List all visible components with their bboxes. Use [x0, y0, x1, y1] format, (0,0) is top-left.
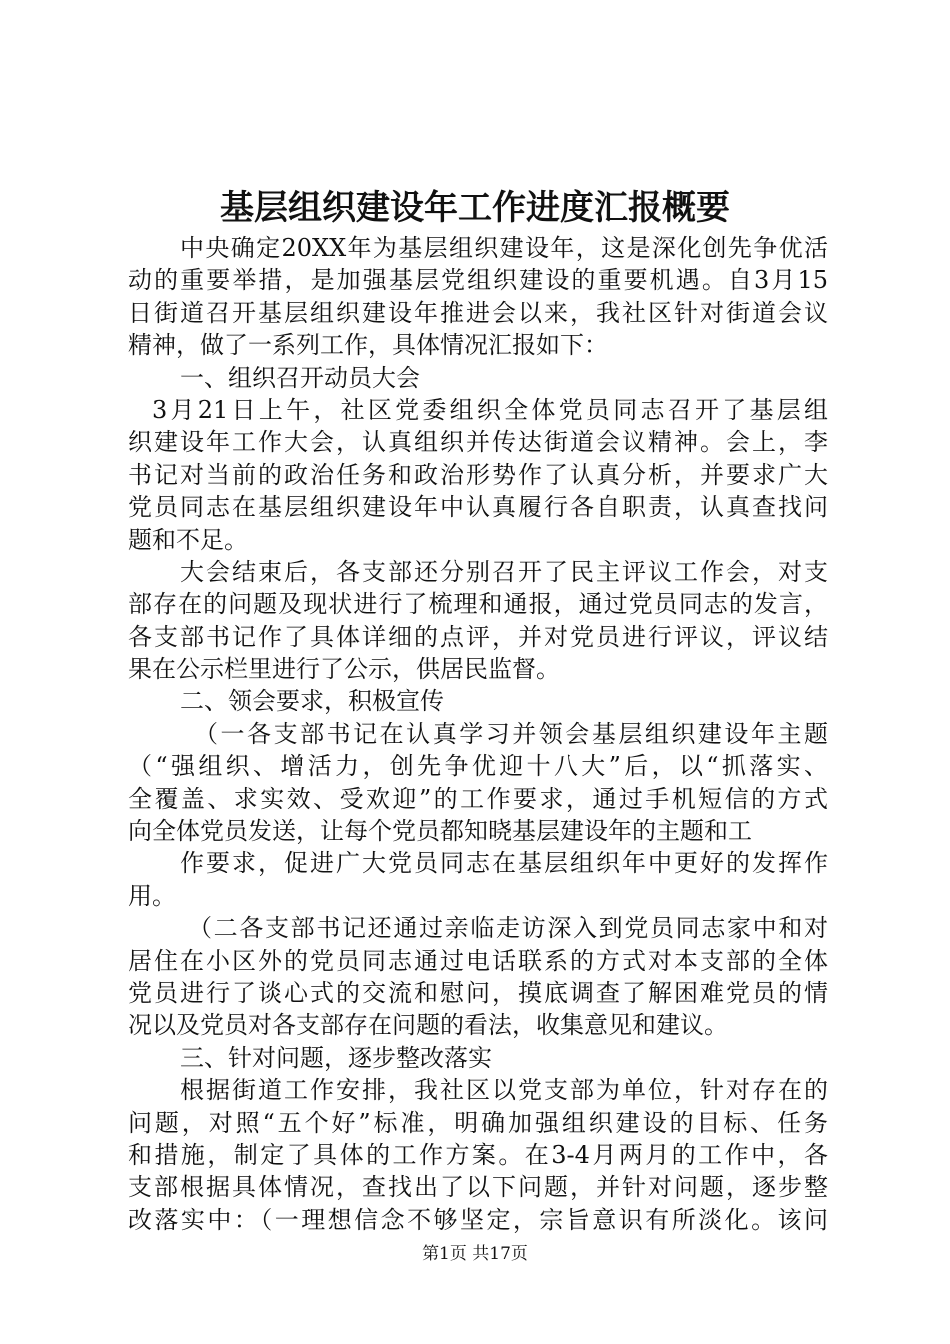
paragraph-line: 党员进行了谈心式的交流和慰问，摸底调查了解困难党员的情 — [128, 978, 828, 1007]
section-heading: 三、针对问题，逐步整改落实 — [180, 1043, 492, 1072]
paragraph-line: 况以及党员对各支部存在问题的看法，收集意见和建议。 — [128, 1011, 728, 1040]
paragraph-line: 部存在的问题及现状进行了梳理和通报，通过党员同志的发言， — [128, 590, 828, 619]
page-number: 第1页 共17页 — [422, 1244, 528, 1264]
paragraph-line: 果在公示栏里进行了公示，供居民监督。 — [128, 655, 560, 684]
paragraph-line: 向全体党员发送，让每个党员都知晓基层建设年的主题和工 — [128, 817, 752, 846]
paragraph-line: （“强组织、增活力，创先争优迎十八大”后，以“抓落实、 — [128, 752, 828, 781]
paragraph-line: 动的重要举措，是加强基层党组织建设的重要机遇。自3月15 — [128, 266, 828, 295]
paragraph-line: 党员同志在基层组织建设年中认真履行各自职责，认真查找问 — [128, 493, 828, 522]
paragraph-line: （一各支部书记在认真学习并领会基层组织建设年主题 — [194, 719, 828, 748]
paragraph-line: 问题，对照“五个好”标准，明确加强组织建设的目标、任务 — [128, 1108, 828, 1137]
document-title: 基层组织建设年工作进度汇报概要 — [220, 188, 730, 228]
document-body — [128, 232, 828, 1236]
paragraph-line: 改落实中：（一理想信念不够坚定，宗旨意识有所淡化。该问 — [128, 1205, 828, 1234]
paragraph-line: 书记对当前的政治任务和政治形势作了认真分析，并要求广大 — [128, 460, 828, 489]
section-heading: 二、领会要求，积极宣传 — [180, 687, 444, 716]
paragraph-line: 用。 — [128, 881, 176, 910]
paragraph-line: 和措施，制定了具体的工作方案。在3-4月两月的工作中，各 — [128, 1140, 828, 1169]
paragraph-line: 作要求，促进广大党员同志在基层组织年中更好的发挥作 — [180, 849, 828, 878]
paragraph-line: （二各支部书记还通过亲临走访深入到党员同志家中和对 — [188, 914, 828, 943]
paragraph-line: 全覆盖、求实效、受欢迎”的工作要求，通过手机短信的方式 — [128, 784, 828, 813]
paragraph-line: 日街道召开基层组织建设年推进会以来，我社区针对街道会议 — [128, 298, 828, 327]
paragraph-line: 精神，做了一系列工作，具体情况汇报如下： — [128, 331, 608, 360]
paragraph-line: 各支部书记作了具体详细的点评，并对党员进行评议，评议结 — [128, 622, 828, 651]
paragraph-line: 题和不足。 — [128, 525, 248, 554]
paragraph-line: 大会结束后，各支部还分别召开了民主评议工作会，对支 — [180, 557, 828, 586]
paragraph-line: 根据街道工作安排，我社区以党支部为单位，针对存在的 — [180, 1076, 828, 1105]
paragraph-line: 居住在小区外的党员同志通过电话联系的方式对本支部的全体 — [128, 946, 828, 975]
paragraph-line: 织建设年工作大会，认真组织并传达街道会议精神。会上，李 — [128, 428, 828, 457]
paragraph-line: 中央确定20XX年为基层组织建设年，这是深化创先争优活 — [180, 234, 828, 262]
paragraph-line: 3月21日上午，社区党委组织全体党员同志召开了基层组 — [152, 395, 828, 424]
paragraph-line: 支部根据具体情况，查找出了以下问题，并针对问题，逐步整 — [128, 1173, 828, 1202]
section-heading: 一、组织召开动员大会 — [180, 363, 420, 392]
